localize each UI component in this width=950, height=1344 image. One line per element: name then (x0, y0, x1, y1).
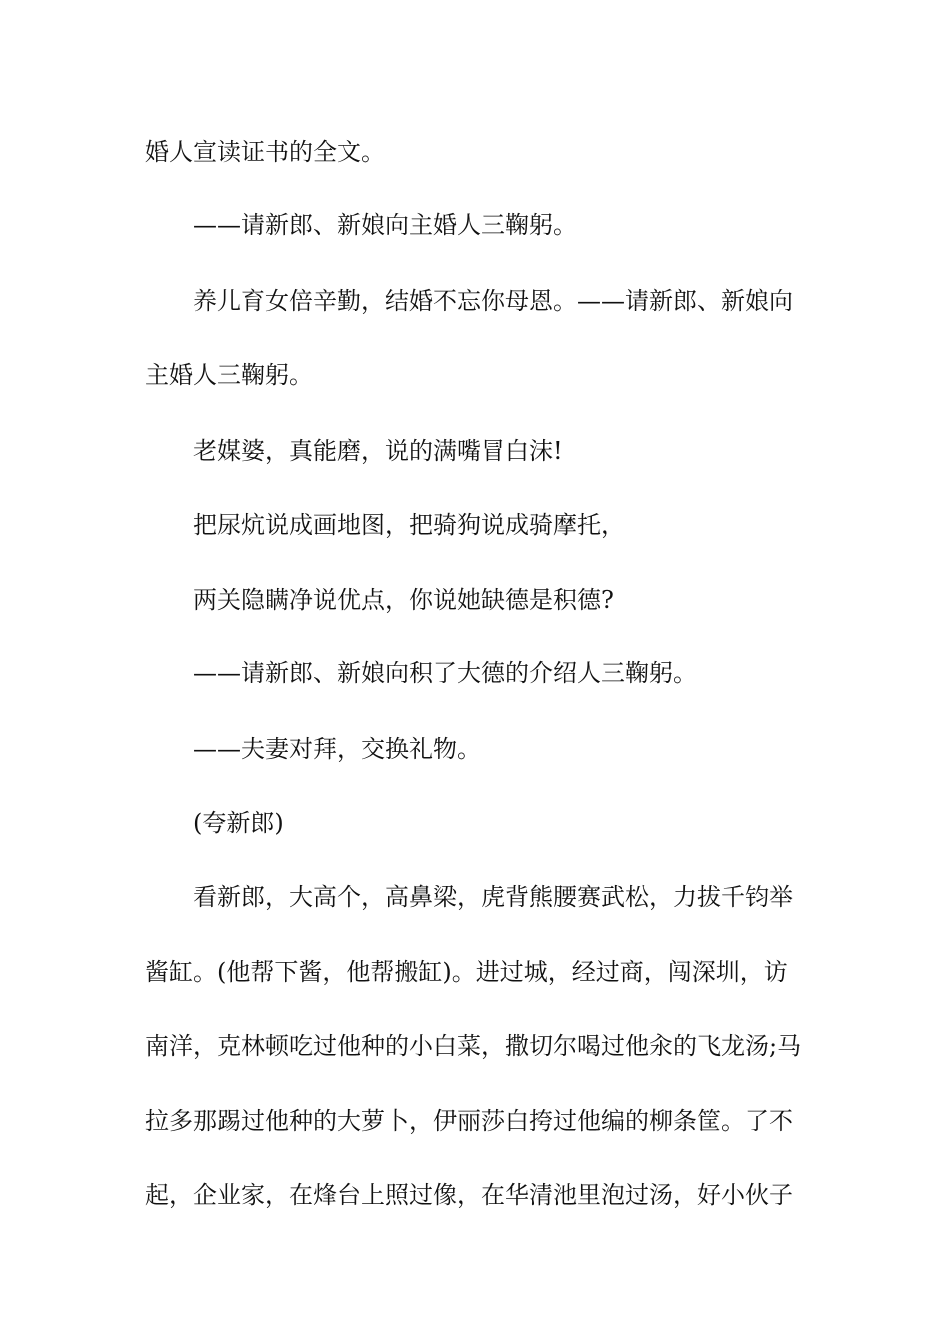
text-line: 酱缸。(他帮下酱，他帮搬缸)。进过城，经过商，闯深圳，访 (145, 958, 788, 986)
text-line: 两关隐瞒净说优点，你说她缺德是积德? (193, 586, 614, 614)
text-line: ——请新郎、新娘向积了大德的介绍人三鞠躬。 (193, 659, 697, 687)
text-line: 起，企业家，在烽台上照过像，在华清池里泡过汤，好小伙子 (145, 1181, 793, 1209)
text-line: 看新郎，大高个，高鼻梁，虎背熊腰赛武松，力拔千钧举 (193, 883, 793, 911)
text-line: 婚人宣读证书的全文。 (145, 138, 385, 166)
text-line: 养儿育女倍辛勤，结婚不忘你母恩。——请新郎、新娘向 (193, 287, 793, 315)
text-line: 老媒婆，真能磨，说的满嘴冒白沫! (193, 437, 563, 465)
text-line: 南洋，克林顿吃过他种的小白菜，撒切尔喝过他汆的飞龙汤;马 (145, 1032, 802, 1060)
text-line: 主婚人三鞠躬。 (145, 361, 313, 389)
text-line: 把尿炕说成画地图，把骑狗说成骑摩托， (193, 511, 625, 539)
text-line: (夸新郎) (193, 809, 284, 837)
text-line: 拉多那踢过他种的大萝卜，伊丽莎白挎过他编的柳条筐。了不 (145, 1107, 793, 1135)
text-line: ——夫妻对拜，交换礼物。 (193, 735, 481, 763)
text-line: ——请新郎、新娘向主婚人三鞠躬。 (193, 211, 577, 239)
